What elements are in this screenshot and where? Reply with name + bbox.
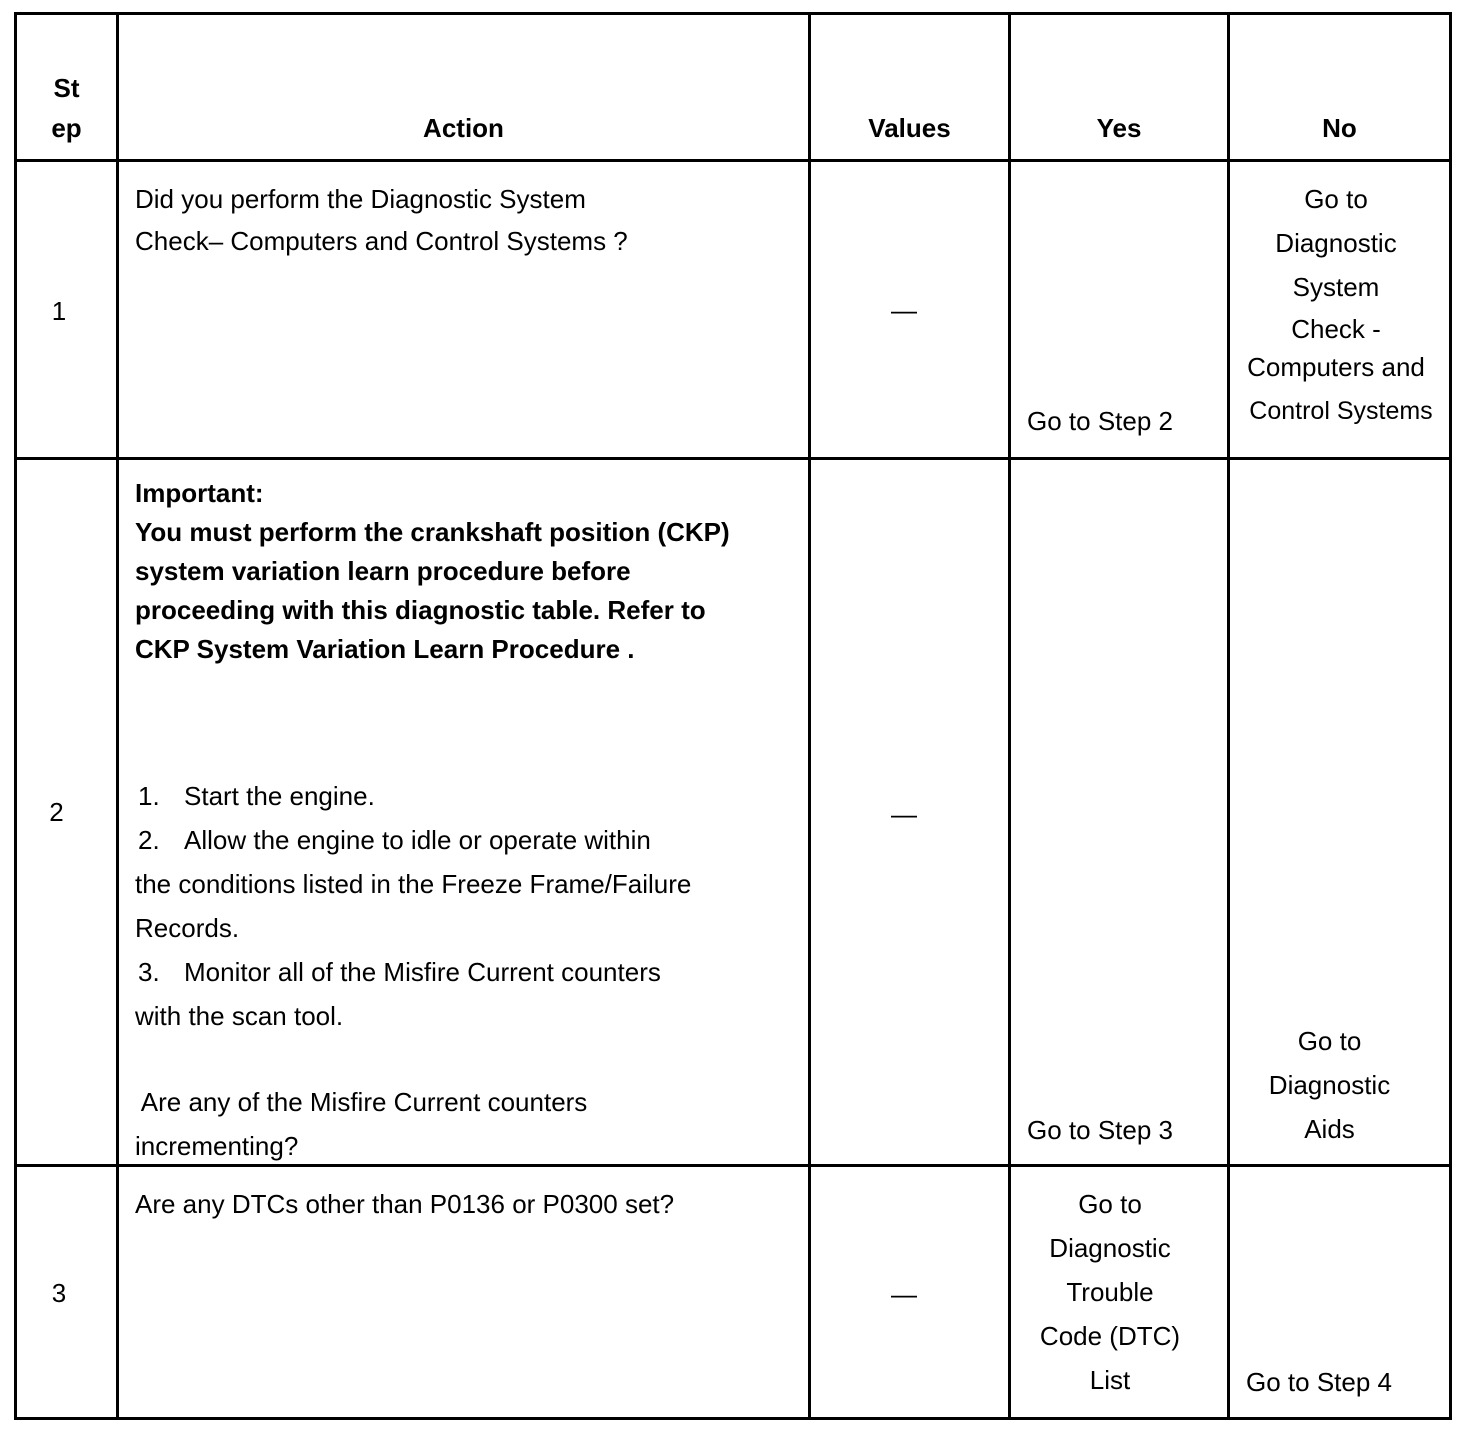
row3-value: — xyxy=(891,1279,917,1309)
row3-action: Are any DTCs other than P0136 or P0300 set? xyxy=(135,1189,675,1219)
row2-no-line1: Go to xyxy=(1297,1026,1362,1056)
header-values: Values xyxy=(868,113,951,143)
row2-list-text-1: Start the engine. xyxy=(184,781,375,811)
row2-list-text-2: Allow the engine to idle or operate within xyxy=(184,825,651,855)
row-divider-1 xyxy=(14,457,1452,460)
header-step-line1: St xyxy=(53,73,80,103)
table-border-left xyxy=(14,12,17,1420)
row2-list-num-1: 1. xyxy=(138,781,160,811)
header-yes: Yes xyxy=(1096,113,1142,143)
header-step-line2: ep xyxy=(51,113,82,143)
row3-yes-line3: Trouble xyxy=(1066,1277,1154,1307)
row2-list-num-2: 2. xyxy=(138,825,160,855)
row1-no xyxy=(1230,177,1442,437)
row2-no-line3: Aids xyxy=(1304,1114,1355,1144)
row1-action-line1: Did you perform the Diagnostic System xyxy=(135,184,586,214)
row2-cont-line2: Records. xyxy=(135,913,240,943)
row1-yes: Go to Step 2 xyxy=(1027,406,1173,436)
table-border-bottom xyxy=(14,1417,1452,1420)
header-no: No xyxy=(1322,113,1357,143)
row3-yes-line5: List xyxy=(1089,1365,1131,1395)
row2-list-item-2 xyxy=(135,818,807,862)
row2-question-line2: incrementing? xyxy=(135,1131,299,1161)
row1-no-line5: Computers and xyxy=(1247,352,1425,382)
row2-list-item-1 xyxy=(135,774,807,818)
header-step xyxy=(17,68,116,148)
row1-value: — xyxy=(891,295,917,325)
row1-no-line1: Go to xyxy=(1304,184,1368,214)
row2-no-line2: Diagnostic xyxy=(1268,1070,1391,1100)
row3-yes-line4: Code (DTC) xyxy=(1039,1321,1181,1351)
row1-action-line2: Check– Computers and Control Systems ? xyxy=(135,226,628,256)
row1-step: 1 xyxy=(51,296,67,326)
row1-no-line2: Diagnostic xyxy=(1275,228,1397,258)
row1-no-line3: System xyxy=(1292,272,1380,302)
row1-no-line6: Control Systems xyxy=(1249,397,1433,425)
row2-important-line3: proceeding with this diagnostic table. Refer to xyxy=(135,595,706,625)
row2-cont3: with the scan tool. xyxy=(135,1001,344,1031)
table-border-right xyxy=(1449,12,1452,1420)
row2-yes: Go to Step 3 xyxy=(1027,1115,1173,1145)
col-divider-action xyxy=(808,12,811,1420)
row2-list-item-3 xyxy=(135,950,807,994)
row2-important-line2: system variation learn procedure before xyxy=(135,556,631,586)
row3-yes xyxy=(1011,1182,1209,1402)
header-action: Action xyxy=(423,113,504,143)
row2-list-num-3: 3. xyxy=(138,957,160,987)
row1-no-line4: Check - xyxy=(1291,314,1381,344)
row2-important-line1: You must perform the crankshaft position (CKP) xyxy=(135,517,730,547)
row2-important-label: Important: xyxy=(135,478,264,508)
row3-no: Go to Step 4 xyxy=(1246,1367,1392,1397)
row2-value: — xyxy=(891,799,917,829)
row2-step: 2 xyxy=(49,797,64,827)
row2-important-line4: CKP System Variation Learn Procedure . xyxy=(135,634,635,664)
table-border-top xyxy=(14,12,1452,15)
row2-no xyxy=(1230,1019,1429,1151)
row2-cont-line1: the conditions listed in the Freeze Frame/Failure xyxy=(135,869,692,899)
row3-yes-line1: Go to xyxy=(1078,1189,1142,1219)
row3-step: 3 xyxy=(51,1278,67,1308)
row3-yes-line2: Diagnostic xyxy=(1049,1233,1171,1263)
row2-action xyxy=(117,474,807,1168)
header-divider xyxy=(14,159,1452,162)
row1-action xyxy=(117,177,807,263)
row2-question-line1: Are any of the Misfire Current counters xyxy=(135,1087,588,1117)
row2-list-text-3: Monitor all of the Misfire Current counters xyxy=(184,957,661,987)
